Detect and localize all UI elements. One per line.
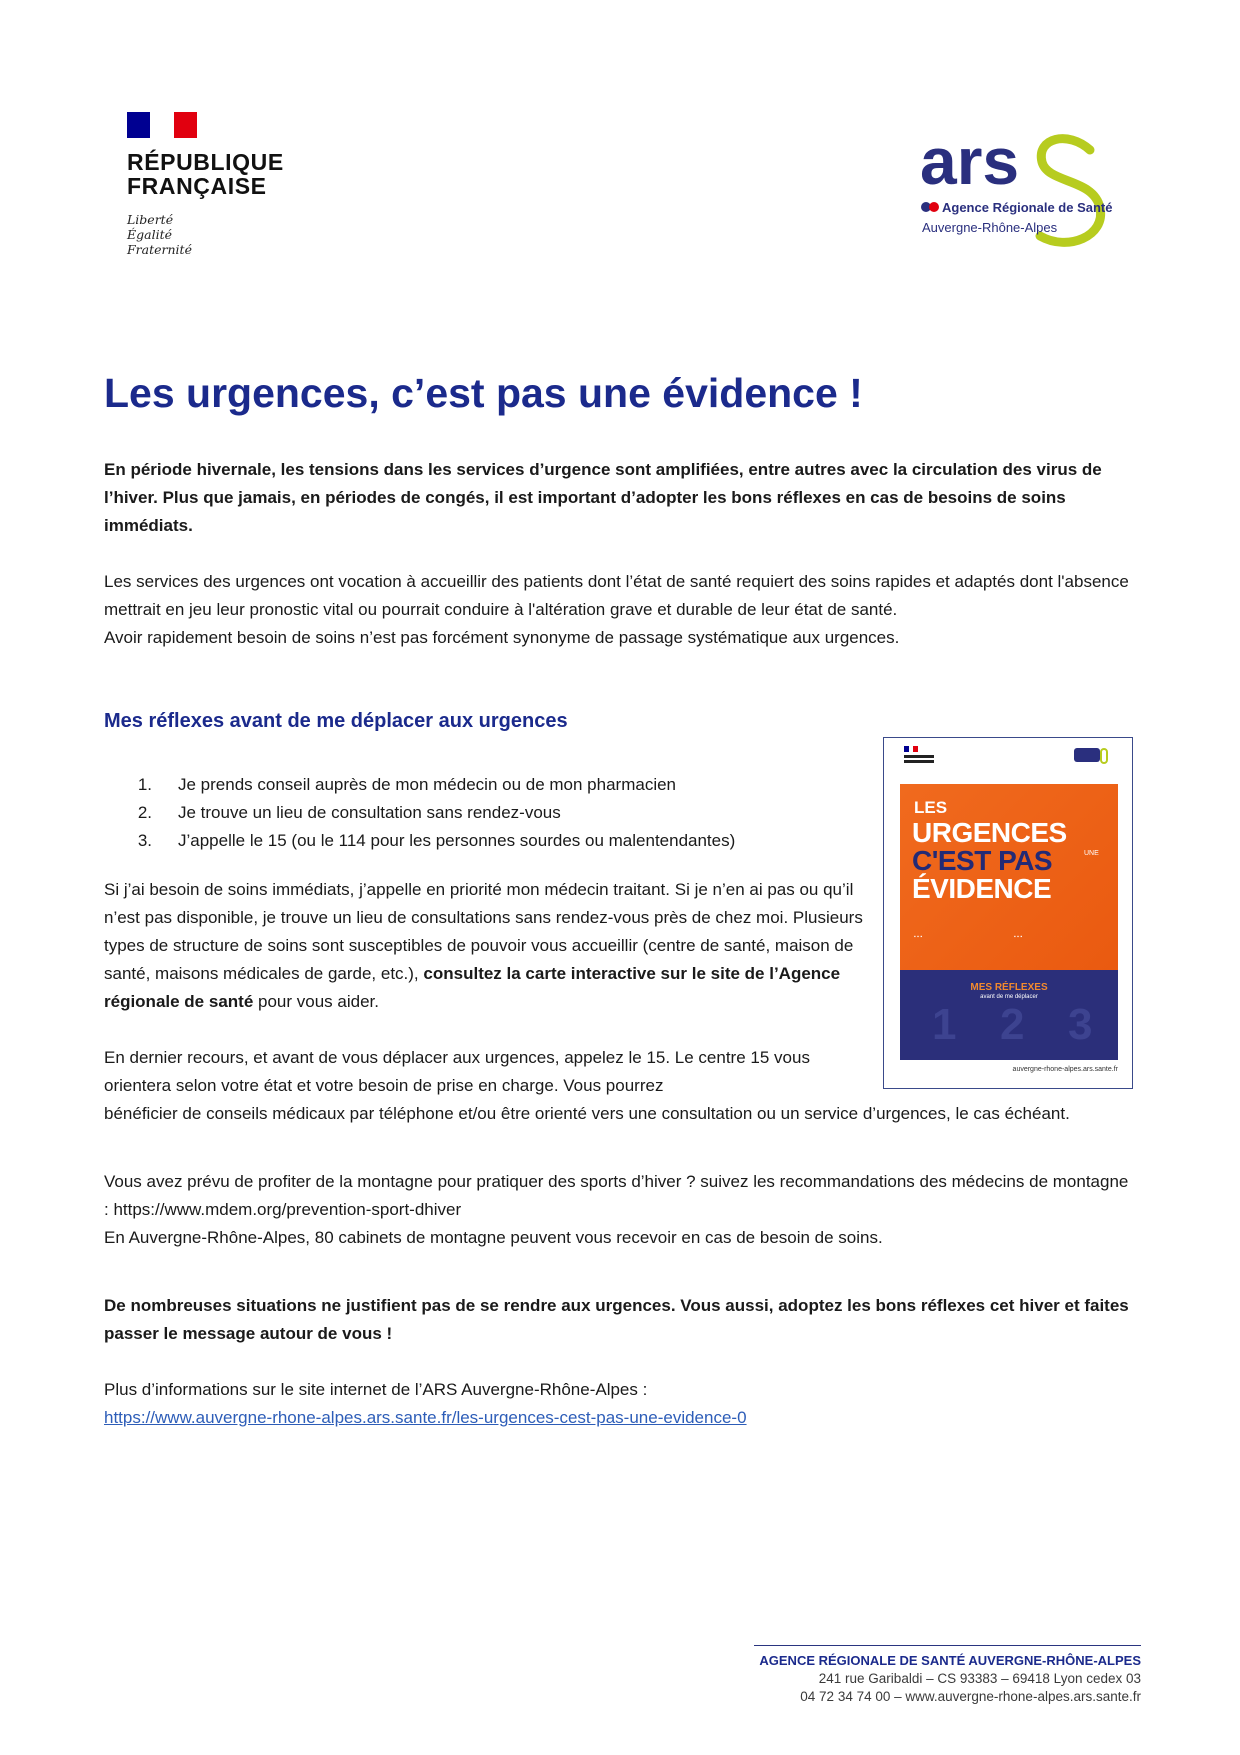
list-item: 3. J’appelle le 15 (ou le 114 pour les personnes sourdes ou malentendantes) [137, 831, 736, 850]
carte-interactive-text: consultez la carte interactive sur le site de l’Agence régionale de santé [104, 964, 841, 1011]
poster-flag-icon [904, 746, 918, 752]
reflexes-subheading: Mes réflexes avant de me déplacer aux urgences [104, 710, 568, 732]
footer-org-name: AGENCE RÉGIONALE DE SANTÉ AUVERGNE-RHÔNE-ALPES [759, 1653, 1141, 1668]
republique-line2: FRANÇAISE [127, 173, 267, 199]
montagne-paragraph: Vous avez prévu de profiter de la montagne pour pratiquer des sports d’hiver ? suivez les recommandations des médecins de montagne : https://www.mdem.org/prevention-sport-dhiver En Auvergne-Rhône-Alpes, 80 cabinets de montagne peuvent vous recevoir en cas de besoin de soins. [104, 1172, 1129, 1247]
closing-paragraph: De nombreuses situations ne justifient pas de se rendre aux urgences. Vous aussi, adoptez les bons réflexes cet hiver et faites passer le message autour de vous ! [104, 1296, 1129, 1343]
footer-contact: 04 72 34 74 00 – www.auvergne-rhone-alpes.ars.sante.fr [800, 1689, 1141, 1704]
list-item: 1. Je prends conseil auprès de mon médecin ou de mon pharmacien [137, 775, 677, 794]
more-info: Plus d’informations sur le site internet de l’ARS Auvergne-Rhône-Alpes : https://www.auvergne-rhone-alpes.ars.sante.fr/les-urgences-cest-pas-une-evidence-0 [104, 1380, 747, 1427]
marianne-flag-icon [127, 112, 197, 138]
footer-address-block [754, 1645, 1141, 1706]
ars-name-line2: Auvergne-Rhône-Alpes [922, 220, 1058, 235]
intro-paragraph: En période hivernale, les tensions dans les services d’urgence sont amplifiées, entre autres avec la circulation des virus de l’hiver. Plus que jamais, en périodes de congés, il est important d’adopter les bons réflexes en cas de besoins de soins immédiats. [104, 460, 1102, 535]
reflexes-list [104, 771, 735, 855]
campaign-poster-image: LES URGENCES C'EST PAS UNE ÉVIDENCE ▪ ▪ ▪ ▪ ▪ ▪ MES RÉFLEXES avant de me déplacer 1 2 3 auvergne-rhone-alpes.ars.sante.fr [883, 737, 1133, 1089]
page-title: Les urgences, c’est pas une évidence ! [104, 370, 863, 416]
ars-name-line1: Agence Régionale de Santé [942, 200, 1113, 215]
poster-ars-icon [1074, 748, 1100, 762]
republique-francaise-logo [127, 112, 327, 257]
republic-motto: Liberté Égalité Fraternité [127, 212, 192, 257]
centre15-paragraph: En dernier recours, et avant de vous déplacer aux urgences, appelez le 15. Le centre 15 vous orientera selon votre état et votre besoin de prise en charge. Vous pourrez bénéficier de conseils médicaux par téléphone et/ou être orienté vers une consultation ou un service d’urgences, le cas échéant. [104, 1048, 1070, 1123]
ars-campaign-link[interactable]: https://www.auvergne-rhone-alpes.ars.sante.fr/les-urgences-cest-pas-une-evidence-0 [104, 1408, 747, 1427]
footer-address: 241 rue Garibaldi – CS 93383 – 69418 Lyon cedex 03 [818, 1671, 1141, 1686]
republique-line1: RÉPUBLIQUE [127, 149, 284, 175]
urgences-description: Les services des urgences ont vocation à accueillir des patients dont l’état de santé requiert des soins rapides et adaptés dont l'absence mettrait en jeu leur pronostic vital ou pourrait conduire à l'altération grave et durable de leur état de santé. Avoir rapidement besoin de soins n’est pas forcément synonyme de passage systématique aux urgences. [104, 572, 1129, 647]
medecin-paragraph: Si j’ai besoin de soins immédiats, j’appelle en priorité mon médecin traitant. Si je n’en ai pas ou qu’il n’est pas disponible, je trouve un lieu de consultations sans rendez-vous près de chez moi. Plusieurs types de structure de soins sont susceptibles de pouvoir vous accueillir (centre de santé, maison de santé, maisons médicales de garde, etc.), consultez la carte interactive sur le site de l’Agence régionale de santé pour vous aider. [104, 880, 863, 1011]
svg-text:ars: ars [920, 128, 1020, 198]
ars-logo [918, 128, 1128, 253]
list-item: 2. Je trouve un lieu de consultation sans rendez-vous [137, 803, 561, 822]
